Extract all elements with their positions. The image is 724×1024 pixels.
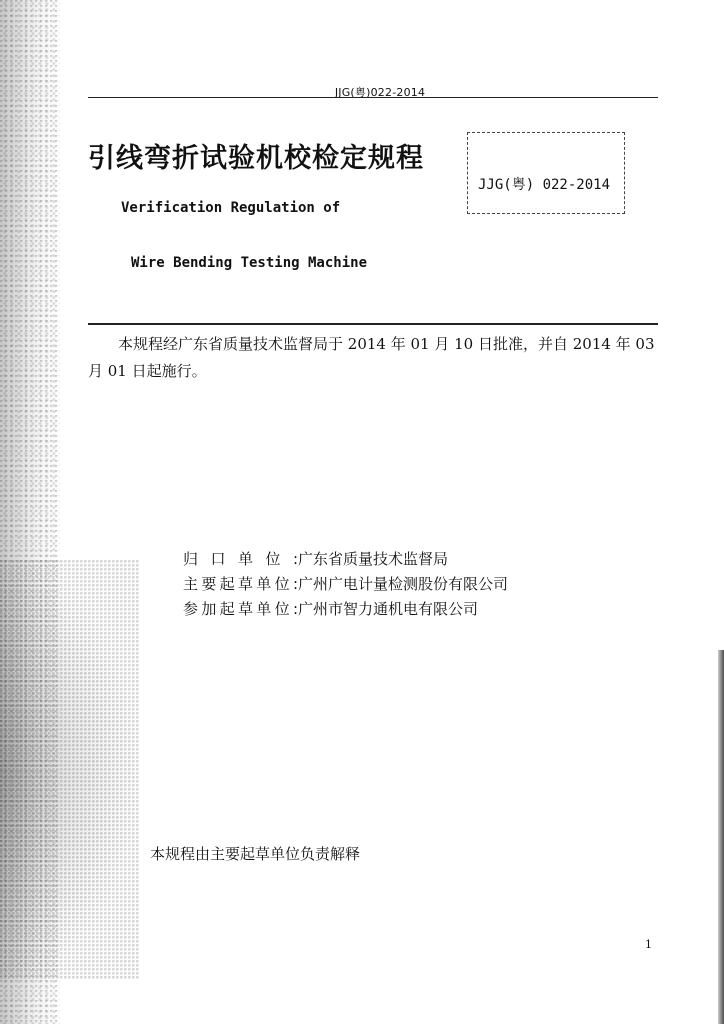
scan-edge-shadow	[0, 560, 140, 980]
approval-statement: 本规程经广东省质量技术监督局于 2014 年 01 月 10 日批准，并自 2014 年 03 月 01 日起施行。	[88, 335, 655, 380]
standard-code-box	[467, 132, 625, 214]
unit-label: 参加起草单位:	[183, 600, 298, 618]
title-rule	[88, 323, 658, 325]
unit-row-main-drafter	[183, 572, 508, 597]
running-header: JJG(粤)022-2014	[334, 86, 426, 99]
standard-code: JJG(粤) 022-2014	[478, 177, 611, 193]
unit-row-participating-drafter	[183, 597, 508, 622]
header-rule	[88, 97, 658, 98]
unit-value: 广州广电计量检测股份有限公司	[298, 575, 509, 593]
interpretation-note: 本规程由主要起草单位负责解释	[150, 845, 361, 863]
page-number: 1	[645, 938, 652, 951]
document-title-english-line1: Verification Regulation of	[121, 200, 341, 216]
unit-value: 广东省质量技术监督局	[298, 550, 449, 568]
unit-row-responsible	[183, 547, 508, 572]
unit-label: 主要起草单位:	[183, 575, 298, 593]
unit-value: 广州市智力通机电有限公司	[298, 600, 479, 618]
document-title-english-line2: Wire Bending Testing Machine	[131, 255, 368, 271]
scan-edge-right	[718, 650, 724, 1024]
document-title-chinese: 引线弯折试验机校检定规程	[88, 143, 424, 174]
drafting-units	[183, 547, 508, 622]
unit-label: 归口单位:	[183, 550, 298, 568]
